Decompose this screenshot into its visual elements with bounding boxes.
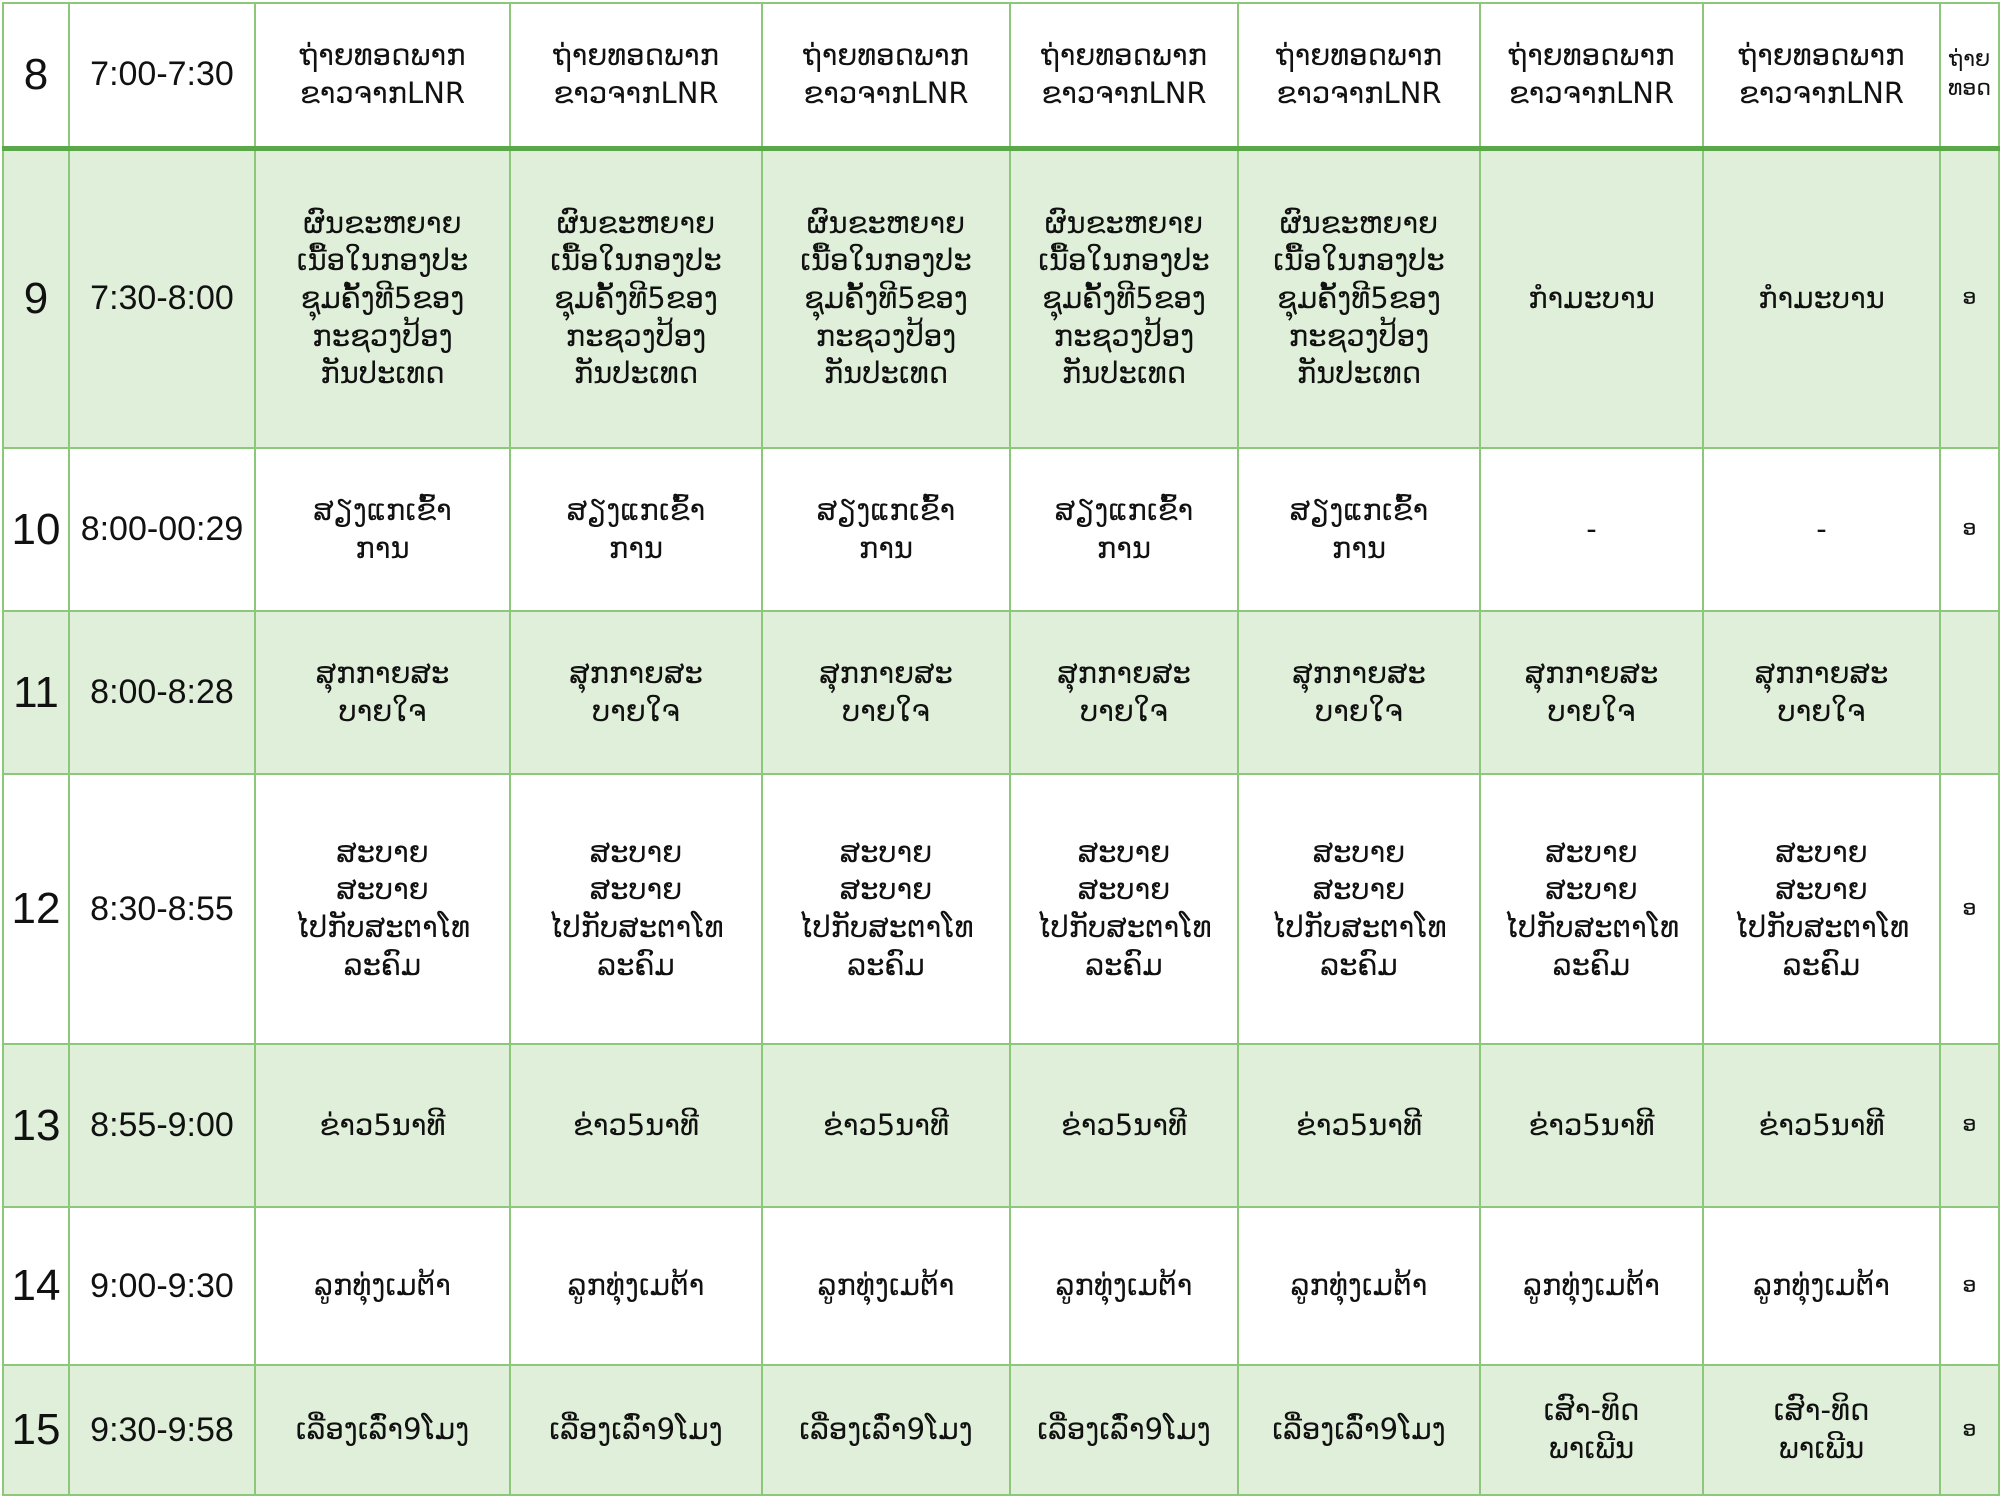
row-number-cell: 9 [3, 148, 69, 448]
time-slot-cell: 8:00-8:28 [69, 611, 255, 774]
truncated-column-cell: ອ [1940, 774, 1999, 1044]
row-number-cell: 13 [3, 1044, 69, 1207]
schedule-row [3, 611, 1999, 774]
program-cell-day-6: ສຸກກາຍສະ ບາຍໃຈ [1480, 611, 1703, 774]
program-cell-day-1: ຂ່າວ5ນາທີ [255, 1044, 510, 1207]
time-slot-cell: 7:00-7:30 [69, 3, 255, 148]
program-cell-day-5: ສຸກກາຍສະ ບາຍໃຈ [1238, 611, 1480, 774]
truncated-column-cell: ຖ່າຍ ທອດ [1940, 3, 1999, 148]
program-cell-day-4: ເລື່ອງເລົ່າ9ໂມງ [1010, 1365, 1238, 1495]
program-cell-day-6: ຖ່າຍທອດພາກ ຂາວຈາກLNR [1480, 3, 1703, 148]
time-slot-cell: 8:30-8:55 [69, 774, 255, 1044]
time-slot-cell: 9:00-9:30 [69, 1207, 255, 1365]
schedule-row [3, 148, 1999, 448]
row-number-cell: 15 [3, 1365, 69, 1495]
program-cell-day-6: ສະບາຍ ສະບາຍ ໄປກັບສະຕາໂທ ລະຄົມ [1480, 774, 1703, 1044]
program-cell-day-6: ຂ່າວ5ນາທີ [1480, 1044, 1703, 1207]
program-cell-day-6: - [1480, 448, 1703, 611]
program-cell-day-3: ສະບາຍ ສະບາຍ ໄປກັບສະຕາໂທ ລະຄົມ [762, 774, 1010, 1044]
program-cell-day-1: ຜົນຂະຫຍາຍ ເນື້ອໃນກອງປະ ຊຸມຄັ້ງທີ5ຂອງ ກະຊວງປ້ອງ ກັນປະເທດ [255, 148, 510, 448]
program-cell-day-4: ຂ່າວ5ນາທີ [1010, 1044, 1238, 1207]
schedule-row [3, 1207, 1999, 1365]
truncated-column-cell: ອ [1940, 148, 1999, 448]
program-cell-day-2: ຂ່າວ5ນາທີ [510, 1044, 762, 1207]
program-cell-day-7: ສຸກກາຍສະ ບາຍໃຈ [1703, 611, 1940, 774]
program-cell-day-2: ສະບາຍ ສະບາຍ ໄປກັບສະຕາໂທ ລະຄົມ [510, 774, 762, 1044]
program-cell-day-1: ສຸກກາຍສະ ບາຍໃຈ [255, 611, 510, 774]
row-number-cell: 11 [3, 611, 69, 774]
program-cell-day-4: ສຽງແກເຂົ້າ ການ [1010, 448, 1238, 611]
program-cell-day-5: ເລື່ອງເລົ່າ9ໂມງ [1238, 1365, 1480, 1495]
program-cell-day-1: ສຽງແກເຂົ້າ ການ [255, 448, 510, 611]
truncated-column-cell [1940, 611, 1999, 774]
schedule-row [3, 448, 1999, 611]
program-cell-day-1: ເລື່ອງເລົ່າ9ໂມງ [255, 1365, 510, 1495]
program-cell-day-1: ລູກທຸ່ງເມຕ້າ [255, 1207, 510, 1365]
program-cell-day-5: ລູກທຸ່ງເມຕ້າ [1238, 1207, 1480, 1365]
row-number-cell: 8 [3, 3, 69, 148]
time-slot-cell: 9:30-9:58 [69, 1365, 255, 1495]
time-slot-cell: 8:00-00:29 [69, 448, 255, 611]
program-cell-day-3: ເລື່ອງເລົ່າ9ໂມງ [762, 1365, 1010, 1495]
program-cell-day-3: ຖ່າຍທອດພາກ ຂາວຈາກLNR [762, 3, 1010, 148]
program-cell-day-3: ລູກທຸ່ງເມຕ້າ [762, 1207, 1010, 1365]
program-cell-day-2: ສຸກກາຍສະ ບາຍໃຈ [510, 611, 762, 774]
time-slot-cell: 8:55-9:00 [69, 1044, 255, 1207]
program-cell-day-4: ລູກທຸ່ງເມຕ້າ [1010, 1207, 1238, 1365]
row-number-cell: 10 [3, 448, 69, 611]
program-cell-day-1: ຖ່າຍທອດພາກ ຂາວຈາກLNR [255, 3, 510, 148]
program-cell-day-7: ລູກທຸ່ງເມຕ້າ [1703, 1207, 1940, 1365]
schedule-row [3, 1044, 1999, 1207]
program-cell-day-3: ສຸກກາຍສະ ບາຍໃຈ [762, 611, 1010, 774]
program-cell-day-5: ຜົນຂະຫຍາຍ ເນື້ອໃນກອງປະ ຊຸມຄັ້ງທີ5ຂອງ ກະຊວງປ້ອງ ກັນປະເທດ [1238, 148, 1480, 448]
row-number-cell: 12 [3, 774, 69, 1044]
truncated-column-cell: ອ [1940, 1365, 1999, 1495]
program-cell-day-3: ຂ່າວ5ນາທີ [762, 1044, 1010, 1207]
program-cell-day-7: ຖ່າຍທອດພາກ ຂາວຈາກLNR [1703, 3, 1940, 148]
program-cell-day-2: ເລື່ອງເລົ່າ9ໂມງ [510, 1365, 762, 1495]
schedule-row [3, 1365, 1999, 1495]
program-cell-day-3: ສຽງແກເຂົ້າ ການ [762, 448, 1010, 611]
program-cell-day-6: ລູກທຸ່ງເມຕ້າ [1480, 1207, 1703, 1365]
program-cell-day-4: ຜົນຂະຫຍາຍ ເນື້ອໃນກອງປະ ຊຸມຄັ້ງທີ5ຂອງ ກະຊວງປ້ອງ ກັນປະເທດ [1010, 148, 1238, 448]
program-cell-day-5: ຖ່າຍທອດພາກ ຂາວຈາກLNR [1238, 3, 1480, 148]
schedule-row [3, 774, 1999, 1044]
truncated-column-cell: ອ [1940, 1207, 1999, 1365]
program-cell-day-4: ຖ່າຍທອດພາກ ຂາວຈາກLNR [1010, 3, 1238, 148]
program-cell-day-7: ສະບາຍ ສະບາຍ ໄປກັບສະຕາໂທ ລະຄົມ [1703, 774, 1940, 1044]
program-cell-day-7: - [1703, 448, 1940, 611]
program-cell-day-5: ສຽງແກເຂົ້າ ການ [1238, 448, 1480, 611]
row-number-cell: 14 [3, 1207, 69, 1365]
program-cell-day-4: ສະບາຍ ສະບາຍ ໄປກັບສະຕາໂທ ລະຄົມ [1010, 774, 1238, 1044]
program-cell-day-7: ເສົາ-ທິດ ພາເພີນ [1703, 1365, 1940, 1495]
time-slot-cell: 7:30-8:00 [69, 148, 255, 448]
program-cell-day-4: ສຸກກາຍສະ ບາຍໃຈ [1010, 611, 1238, 774]
truncated-column-cell: ອ [1940, 448, 1999, 611]
schedule-row [3, 3, 1999, 148]
program-cell-day-7: ຂ່າວ5ນາທີ [1703, 1044, 1940, 1207]
program-cell-day-2: ສຽງແກເຂົ້າ ການ [510, 448, 762, 611]
program-cell-day-5: ຂ່າວ5ນາທີ [1238, 1044, 1480, 1207]
schedule-body [3, 3, 1999, 1495]
program-cell-day-2: ຖ່າຍທອດພາກ ຂາວຈາກLNR [510, 3, 762, 148]
truncated-column-cell: ອ [1940, 1044, 1999, 1207]
program-cell-day-2: ຜົນຂະຫຍາຍ ເນື້ອໃນກອງປະ ຊຸມຄັ້ງທີ5ຂອງ ກະຊວງປ້ອງ ກັນປະເທດ [510, 148, 762, 448]
program-cell-day-1: ສະບາຍ ສະບາຍ ໄປກັບສະຕາໂທ ລະຄົມ [255, 774, 510, 1044]
program-cell-day-2: ລູກທຸ່ງເມຕ້າ [510, 1207, 762, 1365]
program-cell-day-6: ເສົາ-ທິດ ພາເພີນ [1480, 1365, 1703, 1495]
program-cell-day-7: ກຳມະບານ [1703, 148, 1940, 448]
program-cell-day-5: ສະບາຍ ສະບາຍ ໄປກັບສະຕາໂທ ລະຄົມ [1238, 774, 1480, 1044]
program-cell-day-3: ຜົນຂະຫຍາຍ ເນື້ອໃນກອງປະ ຊຸມຄັ້ງທີ5ຂອງ ກະຊວງປ້ອງ ກັນປະເທດ [762, 148, 1010, 448]
program-cell-day-6: ກຳມະບານ [1480, 148, 1703, 448]
broadcast-schedule-table [2, 2, 2000, 1496]
